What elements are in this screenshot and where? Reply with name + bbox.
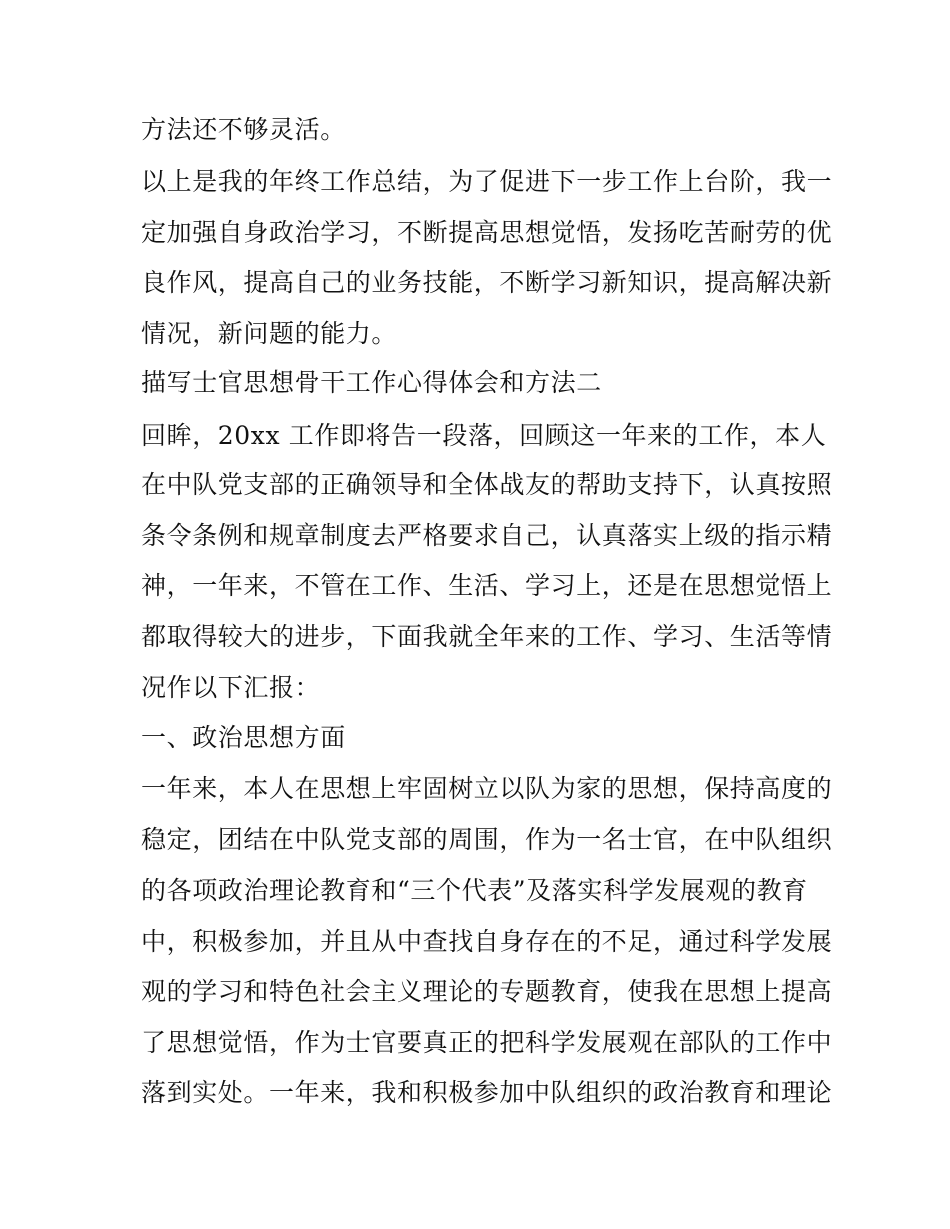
text-line: 了思想觉悟，作为士官要真正的把科学发展观在部队的工作中: [141, 1028, 833, 1057]
text-line: 一年来，本人在思想上牢固树立以队为家的思想，保持高度的: [141, 774, 833, 803]
text-line: 稳定，团结在中队党支部的周围，作为一名士官，在中队组织: [141, 825, 833, 854]
text-line: 以上是我的年终工作总结，为了促进下一步工作上台阶，我一: [141, 167, 833, 196]
section-heading: 一、政治思想方面: [141, 723, 346, 752]
text-line: 良作风，提高自己的业务技能，不断学习新知识，提高解决新: [141, 268, 833, 297]
text-line: 的各项政治理论教育和“三个代表”及落实科学发展观的教育: [141, 876, 808, 905]
text-line: 方法还不够灵活。: [141, 115, 346, 144]
text-line: 况作以下汇报：: [141, 673, 321, 702]
text-line: 神，一年来，不管在工作、生活、学习上，还是在思想觉悟上: [141, 571, 833, 600]
text-line: 落到实处。一年来，我和积极参加中队组织的政治教育和理论: [141, 1078, 833, 1107]
text-line: 都取得较大的进步，下面我就全年来的工作、学习、生活等情: [141, 622, 833, 651]
text-line: 中，积极参加，并且从中查找自身存在的不足，通过科学发展: [141, 927, 833, 956]
text-line: 观的学习和特色社会主义理论的专题教育，使我在思想上提高: [141, 977, 833, 1006]
text-line: 条令条例和规章制度去严格要求自己，认真落实上级的指示精: [141, 521, 833, 550]
section-heading: 描写士官思想骨干工作心得体会和方法二: [141, 368, 602, 397]
text-line: 回眸，20xx 工作即将告一段落，回顾这一年来的工作，本人: [141, 421, 827, 450]
text-line: 在中队党支部的正确领导和全体战友的帮助支持下，认真按照: [141, 470, 833, 499]
text-line: 情况，新问题的能力。: [141, 319, 398, 348]
text-line: 定加强自身政治学习，不断提高思想觉悟，发扬吃苦耐劳的优: [141, 218, 833, 247]
